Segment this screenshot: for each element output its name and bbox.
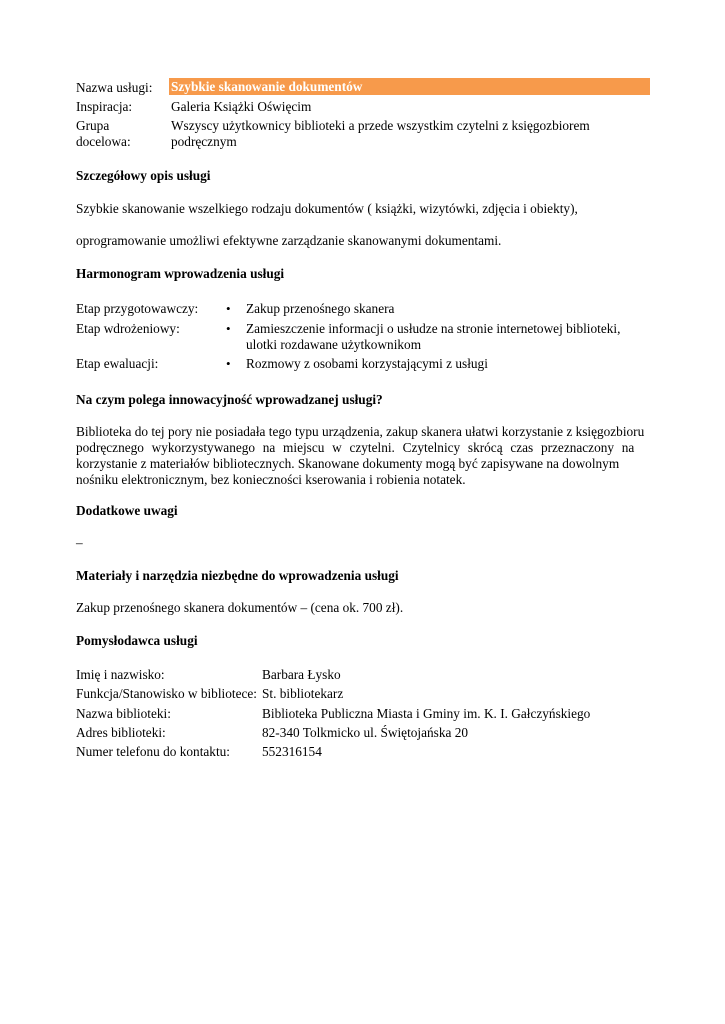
target-group-value-line2: podręcznym [171,134,237,149]
author-field-label: Numer telefonu do kontaktu: [76,744,230,759]
inspiration-value: Galeria Książki Oświęcim [171,99,312,114]
author-field-label: Nazwa biblioteki: [76,706,171,721]
stage-text: Zakup przenośnego skanera [246,301,395,316]
bullet-icon: • [226,321,231,336]
innovation-heading: Na czym polega innowacyjność wprowadzanej usługi? [76,392,383,407]
description-heading: Szczegółowy opis usługi [76,168,211,183]
author-field-value: Barbara Łysko [262,667,341,682]
service-name-label: Nazwa usługi: [76,80,153,95]
innovation-line: Biblioteka do tej pory nie posiadała tego typu urządzenia, zakup skanera ułatwi korzystanie z księgozbioru [76,424,645,439]
materials-heading: Materiały i narzędzia niezbędne do wprowadzenia usługi [76,568,399,583]
author-field-value: 82-340 Tolkmicko ul. Świętojańska 20 [262,725,469,740]
target-group-label-line2: docelowa: [76,134,131,149]
stage-label: Etap wdrożeniowy: [76,321,180,336]
inspiration-label: Inspiracja: [76,99,133,114]
innovation-line: nośniku elektronicznym, bez konieczności kserowania i robienia notatek. [76,472,466,487]
description-line-2: oprogramowanie umożliwi efektywne zarządzanie skanowanymi dokumentami. [76,233,502,248]
stage-text: Zamieszczenie informacji o usłudze na stronie internetowej biblioteki, [246,321,621,336]
stage-text-continuation: ulotki rozdawane użytkownikom [246,337,422,352]
notes-text: – [76,535,83,550]
bullet-icon: • [226,356,231,371]
stage-label: Etap przygotowawczy: [76,301,199,316]
bullet-icon: • [226,301,231,316]
author-field-value: St. bibliotekarz [262,686,344,701]
schedule-heading: Harmonogram wprowadzenia usługi [76,266,285,281]
notes-heading: Dodatkowe uwagi [76,503,178,518]
stage-text: Rozmowy z osobami korzystającymi z usługi [246,356,488,371]
author-field-label: Funkcja/Stanowisko w bibliotece: [76,686,257,701]
author-field-value: 552316154 [262,744,322,759]
target-group-value-line1: Wszyscy użytkownicy biblioteki a przede wszystkim czytelni z księgozbiorem [171,118,590,133]
author-heading: Pomysłodawca usługi [76,633,198,648]
materials-text: Zakup przenośnego skanera dokumentów – (cena ok. 700 zł). [76,600,404,615]
author-field-label: Adres biblioteki: [76,725,166,740]
service-name-value: Szybkie skanowanie dokumentów [171,79,363,94]
stage-label: Etap ewaluacji: [76,356,159,371]
author-field-value: Biblioteka Publiczna Miasta i Gminy im. K. I. Gałczyńskiego [262,706,591,721]
target-group-label-line1: Grupa [76,118,110,133]
author-field-label: Imię i nazwisko: [76,667,165,682]
innovation-line: podręcznego wykorzystywanego na miejscu w czytelni. Czytelnicy skrócą czas przeznaczony na [76,440,635,455]
service-name-highlight [169,78,650,95]
innovation-line: korzystanie z materiałów bibliotecznych. Skanowane dokumenty mogą być zapisywane na dowolnym [76,456,620,471]
description-line-1: Szybkie skanowanie wszelkiego rodzaju dokumentów ( książki, wizytówki, zdjęcia i obiekty), [76,201,578,216]
